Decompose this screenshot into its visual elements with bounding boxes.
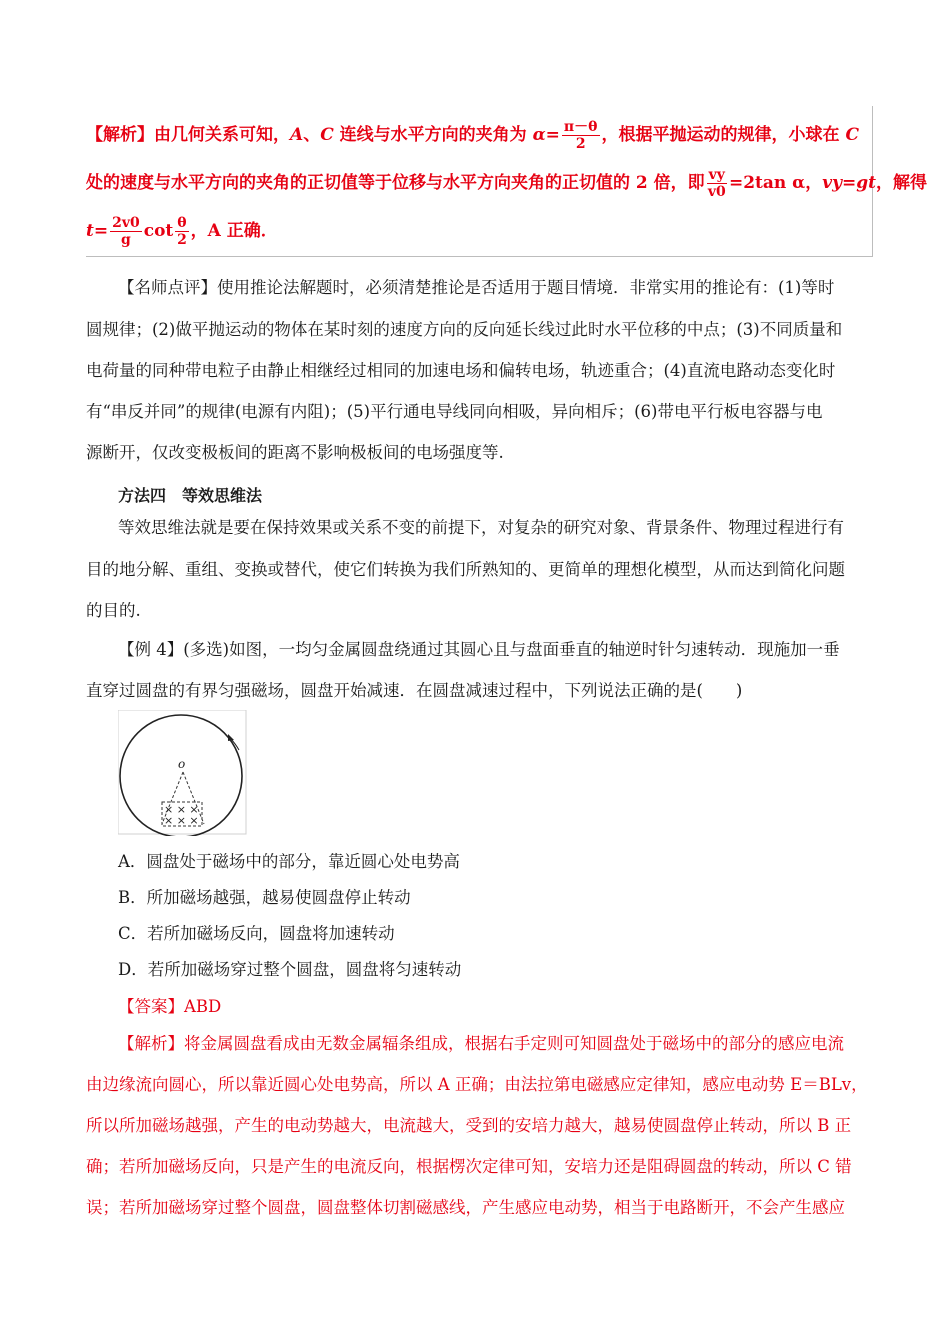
- disk-figure: [118, 710, 250, 836]
- analysis2-line-4: 确；若所加磁场反向，只是产生的电流反向，根据楞次定律可知，安培力还是阻碍圆盘的转动，所以 C 错: [86, 1157, 852, 1176]
- text: ，根据平抛运动的规律，小球在: [601, 125, 846, 145]
- method-line-2: 目的地分解、重组、变换或替代，使它们转换为我们所熟知的、更简单的理想化模型，从而达到简化问题: [86, 560, 845, 579]
- comment-line-2: 圆规律；(2)做平抛运动的物体在某时刻的速度方向的反向延长线过此时水平位移的中点；(3)不同质量和: [86, 320, 843, 339]
- example-line-1: 【例 4】(多选)如图，一均匀金属圆盘绕通过其圆心且与盘面垂直的轴逆时针匀速转动．现施加一垂: [118, 640, 840, 659]
- arrow-head: [228, 734, 234, 741]
- fraction-denominator: v0: [707, 184, 726, 200]
- point-c: C: [320, 125, 334, 145]
- point-a: A: [290, 125, 304, 145]
- fraction-numerator: vy: [708, 167, 725, 183]
- analysis2-line-5: 误；若所加磁场穿过整个圆盘，圆盘整体切割磁感线，产生感应电动势，相当于电路断开，不会产生感应: [86, 1198, 845, 1217]
- gt-symbol: gt: [856, 173, 877, 193]
- analysis-box: [86, 106, 928, 257]
- answer-label: 【答案】ABD: [118, 997, 222, 1016]
- vy-symbol: vy: [822, 173, 843, 193]
- analysis-line-2: [86, 167, 928, 200]
- analysis-line-3: [86, 216, 872, 247]
- fraction-numerator: θ: [177, 215, 187, 231]
- fraction-denominator: 2: [575, 136, 586, 152]
- field-marks-row-1: × × ×: [164, 803, 199, 816]
- option-c: C．若所加磁场反向，圆盘将加速转动: [118, 924, 395, 943]
- text: 处的速度与水平方向的夹角的正切值等于位移与水平方向夹角的正切值的 2 倍，即: [86, 173, 705, 193]
- text: ，A 正确．: [190, 221, 278, 241]
- text: =2tan α，: [728, 173, 823, 193]
- option-d: D．若所加磁场穿过整个圆盘，圆盘将匀速转动: [118, 960, 462, 979]
- alpha-symbol: α: [532, 125, 546, 145]
- field-marks-row-2: × × ×: [164, 814, 199, 827]
- method-heading: 方法四 等效思维法: [118, 486, 263, 505]
- fraction-vy-v0: [707, 168, 727, 199]
- fraction-denominator: 2: [177, 232, 187, 248]
- analysis2-line-1: 【解析】将金属圆盘看成由无数金属辐条组成，根据右手定则可知圆盘处于磁场中的部分的感应电流: [118, 1034, 844, 1053]
- text: =: [842, 173, 857, 193]
- center-label-o: o: [178, 757, 186, 771]
- fraction-numerator: π－θ: [563, 119, 598, 135]
- cot-function: cot: [143, 221, 174, 241]
- fraction-denominator: g: [121, 232, 131, 248]
- fraction-pi-theta: [562, 120, 600, 151]
- text: ，解得: [876, 173, 928, 193]
- option-b: B．所加磁场越强，越易使圆盘停止转动: [118, 888, 411, 907]
- text: =: [545, 125, 560, 145]
- text: =: [93, 221, 109, 241]
- t-symbol: t: [86, 221, 94, 241]
- comment-line-3: 电荷量的同种带电粒子由静止相继经过相同的加速电场和偏转电场，轨迹重合；(4)直流电路动态变化时: [86, 361, 836, 380]
- analysis2-line-2: 由边缘流向圆心，所以靠近圆心处电势高，所以 A 正确；由法拉第电磁感应定律知，感应电动势 E＝BLv，: [86, 1075, 868, 1094]
- comment-line-1: 【名师点评】使用推论法解题时，必须清楚推论是否适用于题目情境．非常实用的推论有：(1)等时: [118, 278, 835, 297]
- analysis2-line-3: 所以所加磁场越强，产生的电动势越大，电流越大，受到的安培力越大，越易使圆盘停止转动，所以 B 正: [86, 1116, 852, 1135]
- comment-line-5: 源断开，仅改变极板间的距离不影响极板间的电场强度等.: [86, 443, 504, 462]
- analysis-label: 【解析】: [86, 125, 154, 145]
- fraction-theta-2: [175, 216, 188, 247]
- fraction-numerator: 2v0: [112, 215, 140, 231]
- fraction-2v0-g: [110, 216, 142, 247]
- example-line-2: 直穿过圆盘的有界匀强磁场，圆盘开始减速．在圆盘减速过程中，下列说法正确的是( ): [86, 681, 743, 700]
- method-line-1: 等效思维法就是要在保持效果或关系不变的前提下，对复杂的研究对象、背景条件、物理过程进行有: [118, 518, 844, 537]
- comment-line-4: 有“串反并同”的规律(电源有内阻)；(5)平行通电导线同向相吸，异向相斥；(6)带电平行板电容器与电: [86, 402, 823, 421]
- point-c: C: [845, 125, 859, 145]
- text: 连线与水平方向的夹角为: [333, 125, 533, 145]
- option-a: A．圆盘处于磁场中的部分，靠近圆心处电势高: [118, 852, 460, 871]
- method-line-3: 的目的.: [86, 601, 141, 620]
- text: 、: [303, 125, 321, 145]
- disk-diagram: [118, 710, 250, 836]
- analysis-line-1: [86, 120, 872, 151]
- text: 由几何关系可知，: [154, 125, 290, 145]
